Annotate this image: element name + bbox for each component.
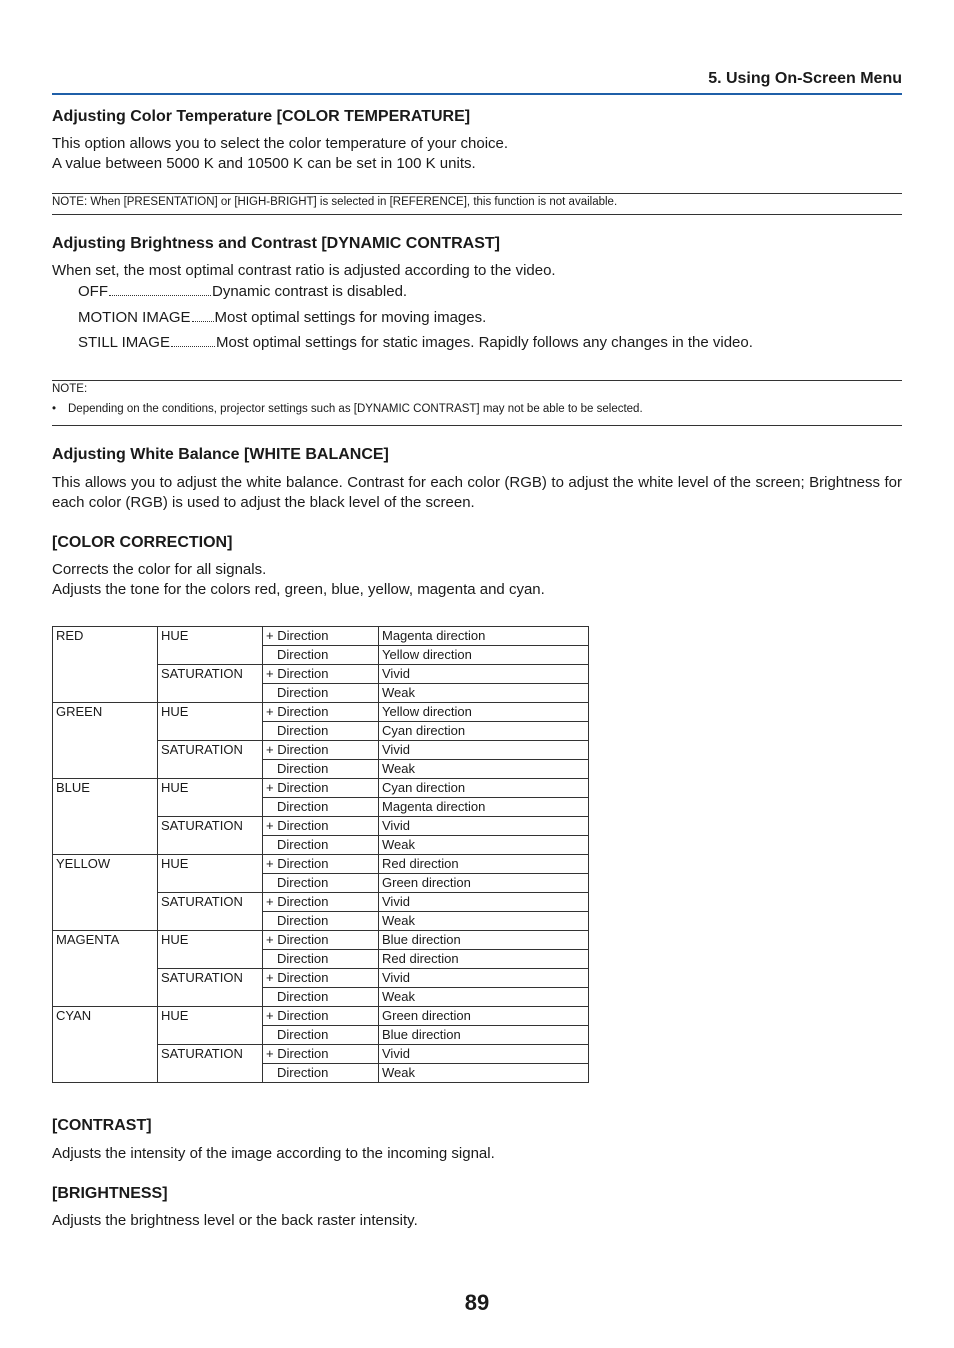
direction-cell: + Direction — [263, 665, 379, 684]
effect-cell: Vivid — [379, 1045, 589, 1064]
page-number: 89 — [464, 1290, 490, 1315]
effect-cell: Magenta direction — [379, 798, 589, 817]
color-temperature-line1: This option allows you to select the color temperature of your choice. — [52, 135, 509, 152]
table-row — [53, 1007, 589, 1026]
direction-cell: Direction — [263, 912, 379, 931]
note-rule-top — [52, 380, 902, 381]
direction-cell: + Direction — [263, 893, 379, 912]
direction-cell: Direction — [263, 874, 379, 893]
effect-cell: Cyan direction — [379, 779, 589, 798]
color-cell: MAGENTA — [53, 931, 158, 1007]
direction-cell: + Direction — [263, 931, 379, 950]
option-desc: Most optimal settings for static images. Rapidly follows any changes in the video. — [215, 334, 753, 351]
chapter-title: 5. Using On-Screen Menu — [708, 70, 902, 87]
effect-cell: Vivid — [379, 665, 589, 684]
table-row — [53, 855, 589, 874]
direction-cell: + Direction — [263, 817, 379, 836]
effect-cell: Weak — [379, 684, 589, 703]
effect-cell: Blue direction — [379, 1026, 589, 1045]
param-cell: HUE — [158, 627, 263, 665]
contrast-heading: [CONTRAST] — [52, 1117, 152, 1134]
option-key: MOTION IMAGE — [78, 309, 191, 326]
white-balance-heading: Adjusting White Balance [WHITE BALANCE] — [52, 446, 389, 463]
param-cell: HUE — [158, 779, 263, 817]
color-temperature-line2: A value between 5000 K and 10500 K can be set in 100 K units. — [52, 155, 476, 172]
color-temperature-heading: Adjusting Color Temperature [COLOR TEMPERATURE] — [52, 108, 471, 125]
direction-cell: Direction — [263, 684, 379, 703]
effect-cell: Green direction — [379, 874, 589, 893]
param-cell: SATURATION — [158, 1045, 263, 1083]
direction-cell: + Direction — [263, 779, 379, 798]
leader-dots — [192, 307, 214, 322]
effect-cell: Vivid — [379, 969, 589, 988]
effect-cell: Yellow direction — [379, 703, 589, 722]
effect-cell: Red direction — [379, 950, 589, 969]
leader-dots — [171, 332, 215, 347]
table-row — [53, 703, 589, 722]
direction-cell: + Direction — [263, 1045, 379, 1064]
color-cell: RED — [53, 627, 158, 703]
direction-cell: + Direction — [263, 703, 379, 722]
note-rule-bottom — [52, 214, 902, 215]
direction-cell: Direction — [263, 1026, 379, 1045]
color-cell: CYAN — [53, 1007, 158, 1083]
direction-cell: Direction — [263, 722, 379, 741]
direction-cell: Direction — [263, 798, 379, 817]
direction-cell: Direction — [263, 646, 379, 665]
color-cell: YELLOW — [53, 855, 158, 931]
effect-cell: Green direction — [379, 1007, 589, 1026]
color-correction-heading: [COLOR CORRECTION] — [52, 534, 233, 551]
color-correction-line2: Adjusts the tone for the colors red, green, blue, yellow, magenta and cyan. — [52, 581, 545, 598]
color-correction-table — [52, 626, 589, 1083]
param-cell: SATURATION — [158, 817, 263, 855]
effect-cell: Blue direction — [379, 931, 589, 950]
header-rule — [52, 93, 902, 95]
effect-cell: Magenta direction — [379, 627, 589, 646]
table-row — [53, 627, 589, 646]
dynamic-contrast-note-text: Depending on the conditions, projector settings such as [DYNAMIC CONTRAST] may not be able to be selected. — [68, 403, 643, 415]
white-balance-text: This allows you to adjust the white balance. Contrast for each color (RGB) to adjust the white level of the screen; Brightness for each color (RGB) is used to adjust the black level of the screen. — [52, 474, 902, 511]
color-correction-line1: Corrects the color for all signals. — [52, 561, 267, 578]
effect-cell: Cyan direction — [379, 722, 589, 741]
effect-cell: Vivid — [379, 741, 589, 760]
param-cell: SATURATION — [158, 741, 263, 779]
param-cell: SATURATION — [158, 969, 263, 1007]
param-cell: HUE — [158, 855, 263, 893]
contrast-text: Adjusts the intensity of the image according to the incoming signal. — [52, 1145, 495, 1162]
table-row — [53, 779, 589, 798]
bullet-icon: • — [52, 403, 57, 415]
leader-dots — [109, 281, 211, 296]
effect-cell: Weak — [379, 1064, 589, 1083]
dynamic-contrast-intro: When set, the most optimal contrast ratio is adjusted according to the video. — [52, 262, 556, 279]
option-desc: Dynamic contrast is disabled. — [212, 283, 408, 300]
direction-cell: + Direction — [263, 741, 379, 760]
effect-cell: Weak — [379, 760, 589, 779]
effect-cell: Weak — [379, 988, 589, 1007]
option-off — [78, 281, 407, 300]
color-temperature-note: NOTE: When [PRESENTATION] or [HIGH-BRIGHT] is selected in [REFERENCE], this function is not available. — [52, 196, 618, 208]
dynamic-contrast-note-label: NOTE: — [52, 383, 88, 395]
param-cell: SATURATION — [158, 893, 263, 931]
direction-cell: + Direction — [263, 627, 379, 646]
option-key: STILL IMAGE — [78, 334, 170, 351]
note-rule-bottom — [52, 425, 902, 426]
effect-cell: Yellow direction — [379, 646, 589, 665]
direction-cell: Direction — [263, 988, 379, 1007]
effect-cell: Vivid — [379, 893, 589, 912]
brightness-heading: [BRIGHTNESS] — [52, 1185, 168, 1202]
param-cell: SATURATION — [158, 665, 263, 703]
direction-cell: + Direction — [263, 855, 379, 874]
direction-cell: + Direction — [263, 1007, 379, 1026]
note-rule-top — [52, 193, 902, 194]
option-still-image — [78, 332, 753, 351]
effect-cell: Weak — [379, 912, 589, 931]
dynamic-contrast-heading: Adjusting Brightness and Contrast [DYNAMIC CONTRAST] — [52, 235, 500, 252]
option-motion-image — [78, 307, 486, 326]
effect-cell: Weak — [379, 836, 589, 855]
direction-cell: Direction — [263, 836, 379, 855]
option-key: OFF — [78, 283, 108, 300]
direction-cell: Direction — [263, 760, 379, 779]
direction-cell: Direction — [263, 1064, 379, 1083]
table-row — [53, 931, 589, 950]
brightness-text: Adjusts the brightness level or the back raster intensity. — [52, 1212, 418, 1229]
color-cell: BLUE — [53, 779, 158, 855]
option-desc: Most optimal settings for moving images. — [214, 309, 487, 326]
direction-cell: + Direction — [263, 969, 379, 988]
param-cell: HUE — [158, 1007, 263, 1045]
param-cell: HUE — [158, 703, 263, 741]
effect-cell: Vivid — [379, 817, 589, 836]
direction-cell: Direction — [263, 950, 379, 969]
color-cell: GREEN — [53, 703, 158, 779]
effect-cell: Red direction — [379, 855, 589, 874]
param-cell: HUE — [158, 931, 263, 969]
